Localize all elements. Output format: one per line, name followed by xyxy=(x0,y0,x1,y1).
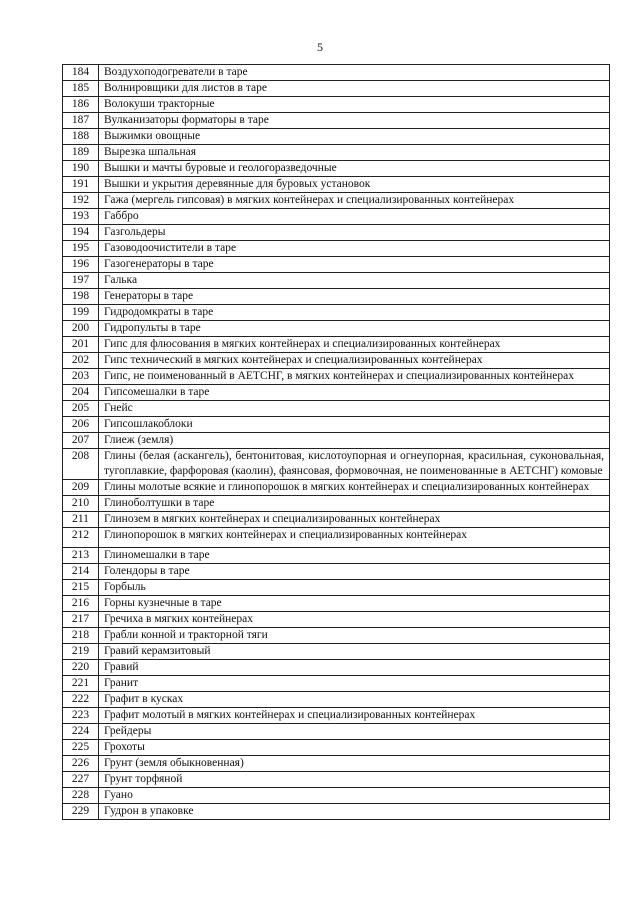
cargo-name: Воздухоподогреватели в таре xyxy=(104,66,248,78)
table-row xyxy=(63,676,609,692)
cargo-name: Гидродомкраты в таре xyxy=(104,306,214,318)
cargo-name: Газгольдеры xyxy=(104,226,166,238)
page-number: 5 xyxy=(317,40,323,54)
cargo-name: Генераторы в таре xyxy=(104,290,194,302)
table-row xyxy=(63,321,609,337)
row-number: 213 xyxy=(63,548,99,563)
row-number: 224 xyxy=(63,724,99,739)
cargo-name: Вулканизаторы форматоры в таре xyxy=(104,114,269,126)
row-number: 222 xyxy=(63,692,99,707)
cargo-name: Вышки и мачты буровые и геологоразведочные xyxy=(104,162,337,174)
cargo-name: Горны кузнечные в таре xyxy=(104,597,222,609)
row-number: 228 xyxy=(63,788,99,803)
cargo-name: Гречиха в мягких контейнерах xyxy=(104,613,254,625)
table-row xyxy=(63,273,609,289)
row-number: 229 xyxy=(63,804,99,819)
row-number: 186 xyxy=(63,97,99,112)
row-number: 208 xyxy=(63,449,99,479)
cargo-name: Волнировщики для листов в таре xyxy=(104,82,267,94)
table-row xyxy=(63,417,609,433)
row-number: 203 xyxy=(63,369,99,384)
table-row xyxy=(63,788,609,804)
cargo-name: Глиеж (земля) xyxy=(104,434,174,446)
cargo-name: Голендоры в таре xyxy=(104,565,190,577)
table-row xyxy=(63,692,609,708)
cargo-name: Гнейс xyxy=(104,402,133,414)
table-row xyxy=(63,209,609,225)
row-number: 190 xyxy=(63,161,99,176)
cargo-name: Газоводоочистители в таре xyxy=(104,242,237,254)
cargo-name: Глины (белая (аскангель), бентонитовая, кислотоупорная и огнеупорная, красильная, суконовальная, тугоплавкие, фарфоровая (каолин), фаянсовая, формовочная, не поименованные в АЕТСНГ) комовые xyxy=(104,450,604,477)
row-number: 195 xyxy=(63,241,99,256)
table-row xyxy=(63,740,609,756)
row-number: 189 xyxy=(63,145,99,160)
table-row xyxy=(63,496,609,512)
row-number: 212 xyxy=(63,528,99,547)
row-number: 193 xyxy=(63,209,99,224)
cargo-name: Гуано xyxy=(104,789,133,801)
row-number: 207 xyxy=(63,433,99,448)
table-row xyxy=(63,289,609,305)
cargo-name: Гидропульты в таре xyxy=(104,322,201,334)
table-row xyxy=(63,369,609,385)
cargo-name: Гипсомешалки в таре xyxy=(104,386,210,398)
row-number: 214 xyxy=(63,564,99,579)
table-row xyxy=(63,257,609,273)
row-number: 202 xyxy=(63,353,99,368)
row-number: 194 xyxy=(63,225,99,240)
cargo-name: Грохоты xyxy=(104,741,145,753)
cargo-name: Графит в кусках xyxy=(104,693,184,705)
row-number: 215 xyxy=(63,580,99,595)
row-number: 219 xyxy=(63,644,99,659)
cargo-table xyxy=(62,64,610,820)
table-row xyxy=(63,65,609,81)
table-row xyxy=(63,528,609,548)
table-row xyxy=(63,81,609,97)
row-number: 192 xyxy=(63,193,99,208)
table-row xyxy=(63,804,609,820)
cargo-name: Глинозем в мягких контейнерах и специализированных контейнерах xyxy=(104,513,441,525)
row-number: 218 xyxy=(63,628,99,643)
table-row xyxy=(63,337,609,353)
row-number: 185 xyxy=(63,81,99,96)
table-row xyxy=(63,564,609,580)
table-row xyxy=(63,193,609,209)
table-row xyxy=(63,596,609,612)
row-number: 220 xyxy=(63,660,99,675)
table-row xyxy=(63,548,609,564)
table-row xyxy=(63,644,609,660)
table-row xyxy=(63,161,609,177)
cargo-name: Габбро xyxy=(104,210,139,222)
table-row xyxy=(63,708,609,724)
cargo-name: Грунт (земля обыкновенная) xyxy=(104,757,244,769)
table-row xyxy=(63,433,609,449)
cargo-name: Гравий керамзитовый xyxy=(104,645,211,657)
cargo-name: Грабли конной и тракторной тяги xyxy=(104,629,268,641)
table-row xyxy=(63,113,609,129)
row-number: 223 xyxy=(63,708,99,723)
row-number: 200 xyxy=(63,321,99,336)
cargo-name: Гипс для флюсования в мягких контейнерах и специализированных контейнерах xyxy=(104,338,501,350)
row-number: 204 xyxy=(63,385,99,400)
table-row xyxy=(63,660,609,676)
cargo-name: Галька xyxy=(104,274,138,286)
row-number: 226 xyxy=(63,756,99,771)
cargo-name: Выжимки овощные xyxy=(104,130,201,142)
row-number: 199 xyxy=(63,305,99,320)
table-row xyxy=(63,145,609,161)
table-row xyxy=(63,512,609,528)
row-number: 205 xyxy=(63,401,99,416)
table-row xyxy=(63,401,609,417)
cargo-name: Газогенераторы в таре xyxy=(104,258,214,270)
table-row xyxy=(63,449,609,480)
cargo-name: Глины молотые всякие и глинопорошок в мягких контейнерах и специализированных контейнерах xyxy=(104,481,590,493)
table-row xyxy=(63,480,609,496)
row-number: 211 xyxy=(63,512,99,527)
cargo-name: Грунт торфяной xyxy=(104,773,183,785)
cargo-name: Горбыль xyxy=(104,581,146,593)
cargo-name: Вышки и укрытия деревянные для буровых установок xyxy=(104,178,371,190)
table-row xyxy=(63,612,609,628)
row-number: 210 xyxy=(63,496,99,511)
row-number: 225 xyxy=(63,740,99,755)
cargo-name: Волокуши тракторные xyxy=(104,98,215,110)
cargo-name: Гажа (мергель гипсовая) в мягких контейнерах и специализированных контейнерах xyxy=(104,194,515,206)
row-number: 198 xyxy=(63,289,99,304)
cargo-name: Вырезка шпальная xyxy=(104,146,197,158)
row-number: 188 xyxy=(63,129,99,144)
table-row xyxy=(63,97,609,113)
row-number: 216 xyxy=(63,596,99,611)
cargo-name: Гравий xyxy=(104,661,139,673)
row-number: 196 xyxy=(63,257,99,272)
table-row xyxy=(63,241,609,257)
table-row xyxy=(63,353,609,369)
cargo-name: Гипс технический в мягких контейнерах и специализированных контейнерах xyxy=(104,354,483,366)
row-number: 184 xyxy=(63,65,99,80)
table-row xyxy=(63,756,609,772)
row-number: 206 xyxy=(63,417,99,432)
row-number: 191 xyxy=(63,177,99,192)
cargo-name: Гранит xyxy=(104,677,139,689)
cargo-name: Гипсошлакоблоки xyxy=(104,418,193,430)
row-number: 187 xyxy=(63,113,99,128)
cargo-name: Глиноболтушки в таре xyxy=(104,497,215,509)
table-row xyxy=(63,724,609,740)
table-row xyxy=(63,772,609,788)
table-row xyxy=(63,177,609,193)
row-number: 201 xyxy=(63,337,99,352)
row-number: 221 xyxy=(63,676,99,691)
table-row xyxy=(63,305,609,321)
row-number: 217 xyxy=(63,612,99,627)
table-row xyxy=(63,225,609,241)
row-number: 227 xyxy=(63,772,99,787)
cargo-name: Грейдеры xyxy=(104,725,152,737)
cargo-name: Гудрон в упаковке xyxy=(104,805,194,817)
row-number: 209 xyxy=(63,480,99,495)
table-row xyxy=(63,580,609,596)
cargo-name: Графит молотый в мягких контейнерах и специализированных контейнерах xyxy=(104,709,476,721)
cargo-name: Глинопорошок в мягких контейнерах и специализированных контейнерах xyxy=(104,529,468,541)
table-row xyxy=(63,385,609,401)
table-row xyxy=(63,628,609,644)
cargo-name: Глиномешалки в таре xyxy=(104,549,210,561)
table-row xyxy=(63,129,609,145)
row-number: 197 xyxy=(63,273,99,288)
cargo-name: Гипс, не поименованный в АЕТСНГ, в мягких контейнерах и специализированных контейнерах xyxy=(104,370,575,382)
